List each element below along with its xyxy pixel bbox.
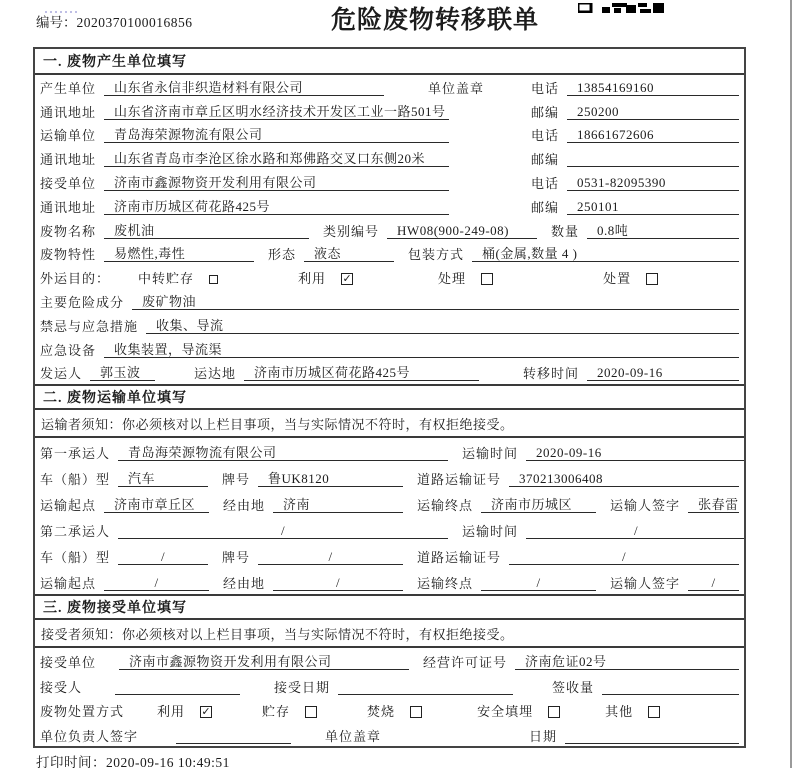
- endpoint-value: /: [481, 575, 596, 591]
- page-title: 危险废物转移联单: [331, 7, 540, 34]
- origin-value: /: [104, 575, 209, 591]
- row-receive-unit: [35, 648, 744, 673]
- row-producer-address: [35, 99, 744, 123]
- print-time-label: 打印时间：: [36, 755, 106, 768]
- row-disposal-method: [35, 698, 744, 723]
- purpose-label: 外运目的：: [40, 271, 111, 287]
- checkbox-use-checked: ✓: [342, 272, 352, 286]
- category-label: 类别编号: [323, 223, 380, 239]
- receiver-notice: 接受者须知：你必须核对以上栏目事项，当与实际情况不符时，有权拒绝接受。: [35, 620, 744, 648]
- origin-label: 运输起点: [40, 576, 97, 592]
- destination-label: 运达地: [194, 366, 237, 382]
- property-value: 易燃性,毒性: [104, 246, 254, 262]
- sender-value: 郭玉波: [90, 365, 155, 381]
- transfer-time-label: 转移时间: [523, 366, 580, 382]
- address-label: 通讯地址: [40, 199, 97, 215]
- serial-number: [36, 11, 193, 31]
- row-transporter-address: [35, 146, 744, 170]
- option-other-label: 其他: [605, 704, 634, 720]
- serial-label: 编号：: [36, 15, 77, 30]
- sender-label: 发运人: [40, 366, 83, 382]
- row-vehicle1: [35, 464, 744, 490]
- origin-label: 运输起点: [40, 498, 97, 514]
- transporter-notice: 运输者须知：你必须核对以上栏目事项，当与实际情况不符时，有权拒绝接受。: [35, 410, 744, 438]
- disposal-label: 废物处置方式: [40, 704, 125, 720]
- option-use-label: 利用: [298, 271, 327, 287]
- print-time: [36, 751, 230, 768]
- form-value: 液态: [304, 246, 394, 262]
- business-license-label: 经营许可证号: [423, 655, 508, 671]
- responsible-sign-label: 单位负责人签字: [40, 729, 139, 745]
- transport-time-value: /: [526, 523, 746, 539]
- row-route2: [35, 568, 744, 594]
- transfer-time-value: 2020-09-16: [587, 365, 739, 381]
- receive-unit-value: 济南市鑫源物资开发利用有限公司: [119, 654, 409, 670]
- packing-label: 包装方式: [408, 247, 465, 263]
- receiver-value: 济南市鑫源物资开发利用有限公司: [104, 175, 449, 191]
- address-value: 山东省济南市章丘区明水经济技术开发区工业一路501号: [104, 104, 449, 120]
- phone-label: 电话: [530, 80, 559, 96]
- row-responsible-sign: [35, 722, 744, 747]
- option-store-label: 贮存: [262, 704, 291, 720]
- carrier-sign-value: 张春雷: [688, 497, 739, 513]
- endpoint-value: 济南市历城区: [481, 497, 596, 513]
- row-producer: [35, 75, 744, 99]
- checkbox-landfill: [548, 706, 560, 718]
- zip-value: 250200: [567, 104, 739, 120]
- date-value: [565, 743, 739, 744]
- receive-date-label: 接受日期: [274, 679, 331, 695]
- carrier2-value: /: [118, 523, 448, 539]
- via-label: 经由地: [223, 576, 266, 592]
- row-carrier2: [35, 516, 744, 542]
- manifest-form: [33, 47, 746, 748]
- phone-value: 18661672606: [567, 127, 739, 143]
- carrier2-label: 第二承运人: [40, 524, 111, 540]
- via-label: 经由地: [223, 498, 266, 514]
- option-transfer-label: 中转贮存: [138, 271, 195, 287]
- zip-label: 邮编: [530, 152, 559, 168]
- road-license-value: /: [509, 549, 739, 565]
- row-sender: [35, 361, 744, 385]
- date-label: 日期: [529, 729, 558, 745]
- row-receiver: [35, 170, 744, 194]
- carrier-sign-label: 运输人签字: [610, 576, 681, 592]
- business-license-value: 济南危证02号: [515, 654, 739, 670]
- checkbox-transfer: [209, 275, 218, 284]
- vehicle-type-value: /: [118, 549, 208, 565]
- row-purpose: [35, 265, 744, 289]
- taboo-value: 收集、导流: [146, 318, 739, 334]
- vehicle-type-value: 汽车: [118, 471, 208, 487]
- option-burn-label: 焚烧: [367, 704, 396, 720]
- checkbox-store: [305, 706, 317, 718]
- checkbox-use-checked: ✓: [201, 705, 211, 719]
- row-waste-name: [35, 218, 744, 242]
- receive-person-value: [115, 694, 240, 695]
- vehicle-type-label: 车（船）型: [40, 472, 111, 488]
- plate-value: /: [258, 549, 403, 565]
- zip-label: 邮编: [530, 199, 559, 215]
- carrier1-label: 第一承运人: [40, 446, 111, 462]
- phone-label: 电话: [530, 128, 559, 144]
- via-value: 济南: [273, 497, 403, 513]
- option-use-label: 利用: [157, 704, 186, 720]
- unit-seal-label: 单位盖章: [428, 80, 485, 96]
- plate-value: 鲁UK8120: [258, 471, 403, 487]
- row-receiver-address: [35, 194, 744, 218]
- plate-label: 牌号: [222, 550, 251, 566]
- transport-time-label: 运输时间: [462, 446, 519, 462]
- section3-header: 三. 废物接受单位填写: [35, 594, 744, 620]
- form-label: 形态: [268, 247, 297, 263]
- option-landfill-label: 安全填埋: [477, 704, 534, 720]
- transporter-value: 青岛海荣源物流有限公司: [104, 127, 449, 143]
- option-dispose-label: 处置: [603, 271, 632, 287]
- option-treat-label: 处理: [438, 271, 467, 287]
- transport-time-label: 运输时间: [462, 524, 519, 540]
- origin-value: 济南市章丘区: [104, 497, 209, 513]
- qr-code-fragment-icon: [578, 0, 664, 10]
- category-value: HW08(900-249-08): [387, 223, 537, 239]
- hazard-label: 主要危险成分: [40, 294, 125, 310]
- section1-header: 一. 废物产生单位填写: [35, 49, 744, 75]
- transporter-label: 运输单位: [40, 128, 97, 144]
- property-label: 废物特性: [40, 247, 97, 263]
- checkbox-dispose: [646, 273, 658, 285]
- producer-value: 山东省永信非织造材料有限公司: [104, 80, 384, 96]
- road-license-label: 道路运输证号: [417, 550, 502, 566]
- endpoint-label: 运输终点: [417, 498, 474, 514]
- receive-person-label: 接受人: [40, 679, 83, 695]
- checkbox-burn: [410, 706, 422, 718]
- print-time-value: 2020-09-16 10:49:51: [106, 755, 230, 768]
- responsible-sign-value: [176, 743, 291, 744]
- packing-value: 桶(金属,数量 4 ): [472, 246, 739, 262]
- row-equipment: [35, 337, 744, 361]
- unit-seal-label: 单位盖章: [325, 729, 382, 745]
- zip-value: 250101: [567, 199, 739, 215]
- vehicle-type-label: 车（船）型: [40, 550, 111, 566]
- receipt-amount-label: 签收量: [552, 679, 595, 695]
- carrier-sign-value: /: [688, 575, 739, 591]
- section2-header: 二. 废物运输单位填写: [35, 384, 744, 410]
- via-value: /: [273, 575, 403, 591]
- receive-date-value: [338, 694, 513, 695]
- equipment-value: 收集装置，导流渠: [104, 342, 739, 358]
- taboo-label: 禁忌与应急措施: [40, 318, 139, 334]
- transport-time-value: 2020-09-16: [526, 445, 746, 461]
- phone-label: 电话: [530, 175, 559, 191]
- row-taboo: [35, 313, 744, 337]
- serial-value: 2020370100016856: [76, 15, 193, 30]
- row-transporter: [35, 123, 744, 147]
- receiver-label: 接受单位: [40, 175, 97, 191]
- receipt-amount-value: [602, 694, 739, 695]
- quantity-value: 0.8吨: [587, 223, 739, 239]
- row-waste-property: [35, 242, 744, 266]
- destination-value: 济南市历城区荷花路425号: [244, 365, 479, 381]
- phone-value: 0531-82095390: [567, 175, 739, 191]
- checkbox-other: [648, 706, 660, 718]
- producer-label: 产生单位: [40, 80, 97, 96]
- carrier1-value: 青岛海荣源物流有限公司: [118, 445, 448, 461]
- hazard-value: 废矿物油: [132, 294, 739, 310]
- zip-value: [567, 166, 739, 167]
- waste-name-value: 废机油: [104, 223, 309, 239]
- phone-value: 13854169160: [567, 80, 739, 96]
- carrier-sign-label: 运输人签字: [610, 498, 681, 514]
- receive-unit-label: 接受单位: [40, 655, 97, 671]
- row-receive-person: [35, 673, 744, 698]
- address-value: 济南市历城区荷花路425号: [104, 199, 449, 215]
- row-carrier1: [35, 438, 744, 464]
- row-vehicle2: [35, 542, 744, 568]
- zip-label: 邮编: [530, 104, 559, 120]
- checkbox-treat: [481, 273, 493, 285]
- address-label: 通讯地址: [40, 152, 97, 168]
- waste-name-label: 废物名称: [40, 223, 97, 239]
- row-route1: [35, 490, 744, 516]
- address-label: 通讯地址: [40, 104, 97, 120]
- row-hazard: [35, 289, 744, 313]
- equipment-label: 应急设备: [40, 342, 97, 358]
- quantity-label: 数量: [551, 223, 580, 239]
- address-value: 山东省青岛市李沧区徐水路和郑佛路交叉口东侧20米: [104, 151, 449, 167]
- road-license-value: 370213006408: [509, 471, 739, 487]
- page-edge-line: [790, 0, 792, 768]
- endpoint-label: 运输终点: [417, 576, 474, 592]
- plate-label: 牌号: [222, 472, 251, 488]
- road-license-label: 道路运输证号: [417, 472, 502, 488]
